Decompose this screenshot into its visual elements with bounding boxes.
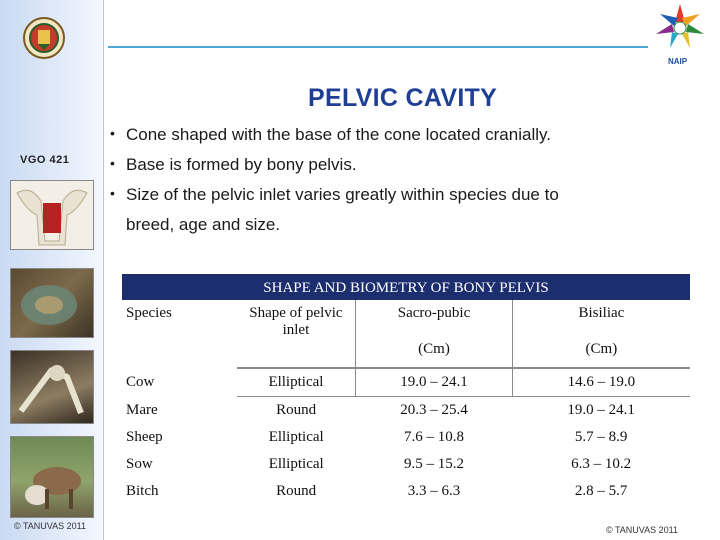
- header-species: Species: [126, 305, 172, 321]
- header-shape: Shape of pelvic inlet: [249, 305, 343, 338]
- unit-bisiliac: (Cm): [512, 341, 690, 368]
- header-bisiliac: Bisiliac: [512, 300, 690, 341]
- table-row: Sheep Elliptical 7.6 – 10.8 5.7 – 8.9: [126, 429, 628, 445]
- table-row: Sow Elliptical 9.5 – 15.2 6.3 – 10.2: [126, 456, 632, 472]
- bullet-list: [110, 126, 710, 255]
- bullet-continuation: breed, age and size.: [126, 215, 281, 234]
- header-sacro-pubic: Sacro-pubic: [356, 300, 513, 341]
- copyright-right: © TANUVAS 2011: [606, 525, 678, 535]
- pelvis-bone-image: [10, 180, 94, 250]
- slide-title: PELVIC CAVITY: [308, 84, 498, 112]
- header-divider: [108, 46, 648, 48]
- table-row: Bitch Round 3.3 – 6.3 2.8 – 5.7: [126, 483, 628, 499]
- bullet-item: • Size of the pelvic inlet varies greatly within species due to: [110, 185, 559, 204]
- university-seal-icon: [22, 14, 66, 62]
- cattle-image: [10, 436, 94, 518]
- table-row: Mare Round 20.3 – 25.4 19.0 – 24.1: [120, 397, 690, 425]
- biometry-table: [120, 274, 690, 505]
- unit-sacro-pubic: (Cm): [356, 341, 513, 368]
- naip-label: NAIP: [668, 57, 688, 66]
- table-header-row: [120, 300, 690, 341]
- left-sidebar: [0, 0, 104, 540]
- table-row: Cow Elliptical 19.0 – 24.1 14.6 – 19.0: [120, 369, 690, 397]
- table-units-row: [120, 341, 690, 368]
- table-title: SHAPE AND BIOMETRY OF BONY PELVIS: [122, 274, 690, 300]
- copyright-left: © TANUVAS 2011: [14, 521, 86, 531]
- course-code: VGO 421: [20, 154, 70, 166]
- pelvic-cavity-image: [10, 268, 94, 338]
- bullet-item: • Cone shaped with the base of the cone located cranially.: [110, 125, 551, 144]
- bullet-item: • Base is formed by bony pelvis.: [110, 155, 357, 174]
- dissection-image: [10, 350, 94, 424]
